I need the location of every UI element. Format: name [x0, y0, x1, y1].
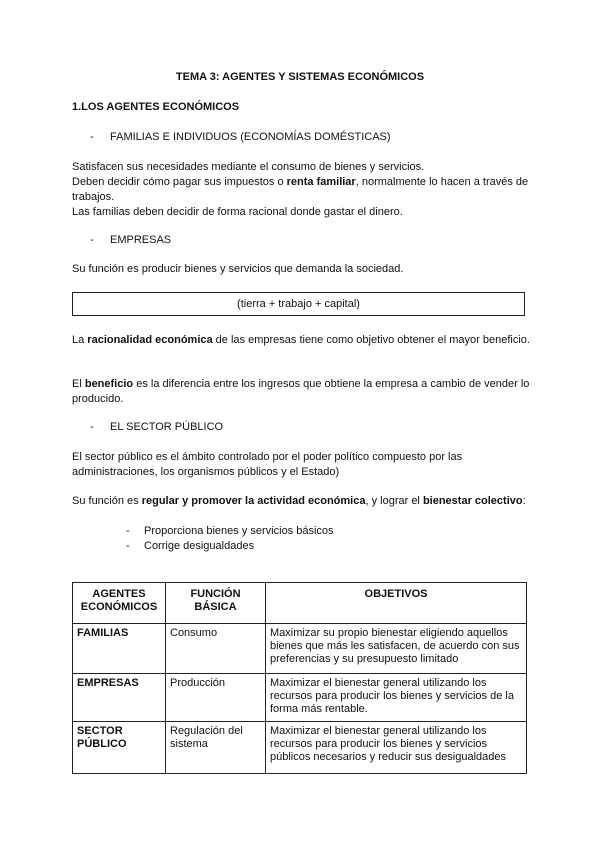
families-heading-row: [90, 131, 391, 143]
factors-box: (tierra + trabajo + capital): [72, 292, 525, 316]
header-objectives: OBJETIVOS: [266, 583, 527, 624]
companies-heading: EMPRESAS: [110, 234, 172, 246]
header-agents: AGENTES ECONÓMICOS: [73, 583, 166, 624]
companies-paragraph-2: El beneficio es la diferencia entre los ingresos que obtiene la empresa a cambio de vender lo producido.: [72, 378, 530, 405]
table-row: [73, 624, 527, 674]
cell-function: Regulación del sistema: [166, 722, 266, 774]
cell-objective: Maximizar su propio bienestar eligiendo aquellos bienes que más les satisfacen, de acuerdo con sus preferencias y su presupuesto limitado: [266, 624, 527, 674]
families-dash: -: [90, 131, 94, 143]
families-text: [72, 160, 532, 220]
cell-objective: Maximizar el bienestar general utilizando los recursos para producir los bienes y servicios públicos necesarios y reducir sus desigualdades: [266, 722, 527, 774]
families-bold-term: renta familiar: [286, 176, 356, 188]
families-line1: Satisfacen sus necesidades mediante el consumo de bienes y servicios.: [72, 161, 425, 173]
public-paragraph-2: Su función es regular y promover la actividad económica, y lograr el bienestar colectivo:: [72, 495, 526, 507]
public-dash: -: [90, 421, 94, 433]
profit-term: beneficio: [84, 378, 134, 390]
public-heading-row: [90, 421, 223, 433]
companies-line1: Su función es producir bienes y servicios que demanda la sociedad.: [72, 263, 404, 275]
list-item: - Proporciona bienes y servicios básicos: [126, 525, 334, 537]
table-row: [73, 674, 527, 722]
cell-agent: EMPRESAS: [73, 674, 166, 722]
companies-dash: -: [90, 234, 94, 246]
agents-table: [72, 582, 527, 774]
header-function: FUNCIÓN BÁSICA: [166, 583, 266, 624]
table-header-row: [73, 583, 527, 624]
families-line2: Deben decidir cómo pagar sus impuestos o renta familiar, normalmente lo hacen a través de trabajos.: [72, 176, 529, 203]
cell-objective: Maximizar el bienestar general utilizando los recursos para producir los bienes y servicios de la forma más rentable.: [266, 674, 527, 722]
rationality-term: racionalidad económica: [87, 334, 213, 346]
section-heading: 1.LOS AGENTES ECONÓMICOS: [72, 101, 240, 113]
table-row: [73, 722, 527, 774]
public-paragraph-1: El sector público es el ámbito controlado por el poder político compuesto por las administraciones, los organismos públicos y el Estado): [72, 451, 463, 478]
page-title: TEMA 3: AGENTES Y SISTEMAS ECONÓMICOS: [175, 71, 425, 83]
cell-agent: FAMILIAS: [73, 624, 166, 674]
cell-function: Producción: [166, 674, 266, 722]
public-functions-list: [126, 524, 334, 554]
public-heading: EL SECTOR PÚBLICO: [110, 421, 224, 433]
families-heading: FAMILIAS E INDIVIDUOS (ECONOMÍAS DOMÉSTICAS): [110, 131, 391, 143]
families-line3: Las familias deben decidir de forma racional donde gastar el dinero.: [72, 206, 403, 218]
companies-paragraph-1: La racionalidad económica de las empresas tiene como objetivo obtener el mayor beneficio.: [72, 334, 530, 346]
companies-heading-row: [90, 234, 171, 246]
cell-agent: SECTOR PÚBLICO: [73, 722, 166, 774]
list-item: - Corrige desigualdades: [126, 540, 255, 552]
cell-function: Consumo: [166, 624, 266, 674]
